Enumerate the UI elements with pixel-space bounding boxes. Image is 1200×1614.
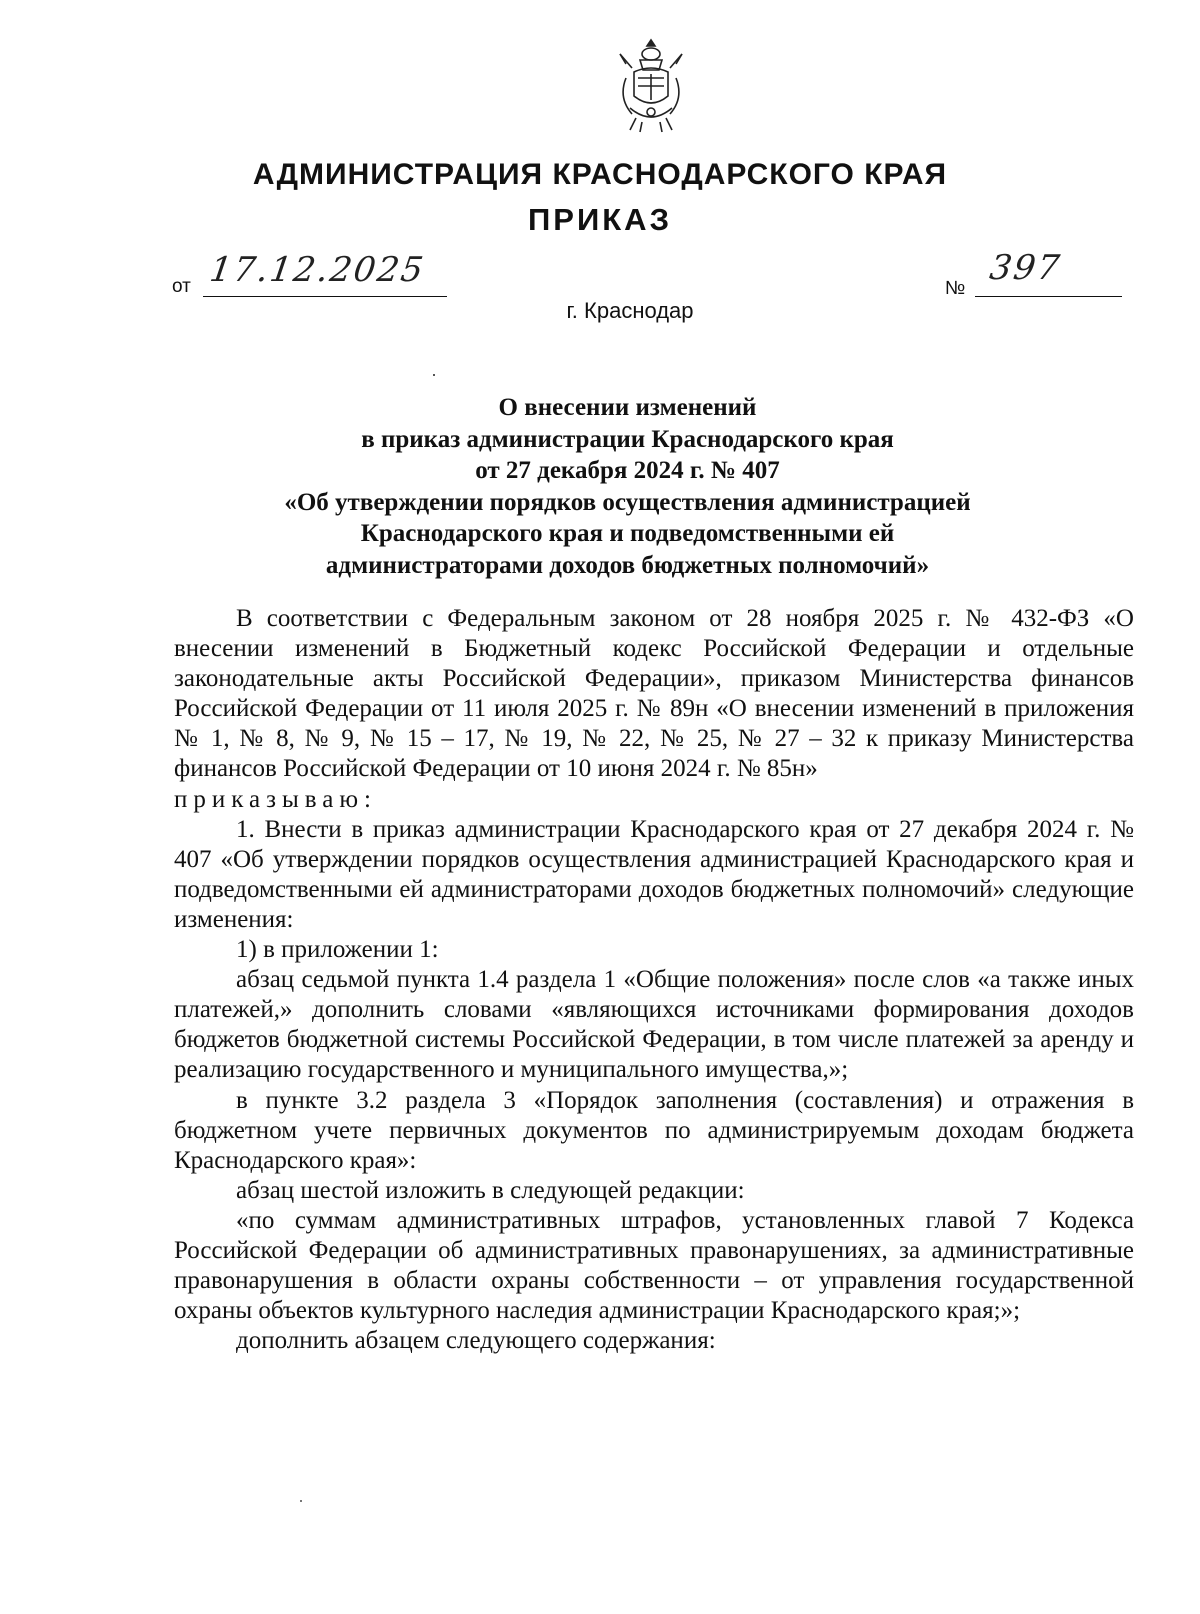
- date-underline: [203, 296, 447, 297]
- item-1-paragraph: 1. Внести в приказ администрации Краснодарского края от 27 декабря 2024 г. № 407 «Об утверждении порядков осуществления администрацией Краснодарского края и подведомственными ей администраторами доходов бюджетных полномочий» следующие изменения:: [174, 815, 1134, 933]
- organization-name: АДМИНИСТРАЦИЯ КРАСНОДАРСКОГО КРАЯ: [252, 158, 948, 191]
- handwritten-date: 17.12.2025: [207, 250, 428, 290]
- title-line: администраторами доходов бюджетных полномочий»: [325, 551, 930, 579]
- paragraph-amend-1-4: абзац седьмой пункта 1.4 раздела 1 «Общие положения» после слов «а также иных платежей,» дополнить словами «являющихся источниками формирования доходов бюджетов бюджетной системы Российской Федерации, в том числе платежей за аренду и реализацию государственного и муниципального имущества,»;: [174, 966, 1134, 1084]
- title-line: О внесении изменений: [498, 394, 757, 421]
- subitem-1: 1) в приложении 1:: [236, 936, 439, 964]
- paragraph-add: дополнить абзацем следующего содержания:: [236, 1327, 716, 1355]
- city: г. Краснодар: [566, 298, 694, 323]
- handwritten-number: 397: [987, 248, 1064, 288]
- order-word: приказываю:: [174, 785, 377, 813]
- paragraph-new-text: «по суммам административных штрафов, установленных главой 7 Кодекса Российской Федерации об административных правонарушениях, за административные правонарушения в области охраны собственности – от управления государственной охраны объектов культурного наследия администрации Краснодарского края;»;: [174, 1206, 1134, 1325]
- coat-of-arms-emblem: [612, 38, 690, 136]
- title-line: Краснодарского края и подведомственными ей: [360, 520, 895, 547]
- number-label: №: [945, 278, 966, 299]
- paragraph-sixth-edit: абзац шестой изложить в следующей редакции:: [236, 1176, 745, 1204]
- scan-speck: [300, 1500, 302, 1502]
- title-line: в приказ администрации Краснодарского края: [361, 425, 894, 453]
- number-underline: [975, 296, 1122, 297]
- document-type: ПРИКАЗ: [528, 202, 672, 237]
- document-body: [174, 604, 1134, 1356]
- title-line: «Об утверждении порядков осуществления администрацией: [284, 488, 971, 516]
- title-line: от 27 декабря 2024 г. № 407: [475, 457, 780, 484]
- scan-speck: [433, 374, 435, 376]
- preamble-paragraph: В соответствии с Федеральным законом от 28 ноября 2025 г. № 432-ФЗ «О внесении изменений в Бюджетный кодекс Российской Федерации и отдельные законодательные акты Российской Федерации», приказом Министерства финансов Российской Федерации от 11 июля 2025 г. № 89н «О внесении изменений в приложения № 1, № 8, № 9, № 15 – 17, № 19, № 22, № 25, № 27 – 32 к приказу Министерства финансов Российской Федерации от 10 июня 2024 г. № 85н»: [174, 605, 1134, 783]
- paragraph-point-3-2: в пункте 3.2 раздела 3 «Порядок заполнения (составления) и отражения в бюджетном учете первичных документов по администрируемым доходам бюджета Краснодарского края»:: [174, 1086, 1134, 1174]
- document-title: [0, 392, 1200, 581]
- date-label: от: [172, 276, 191, 297]
